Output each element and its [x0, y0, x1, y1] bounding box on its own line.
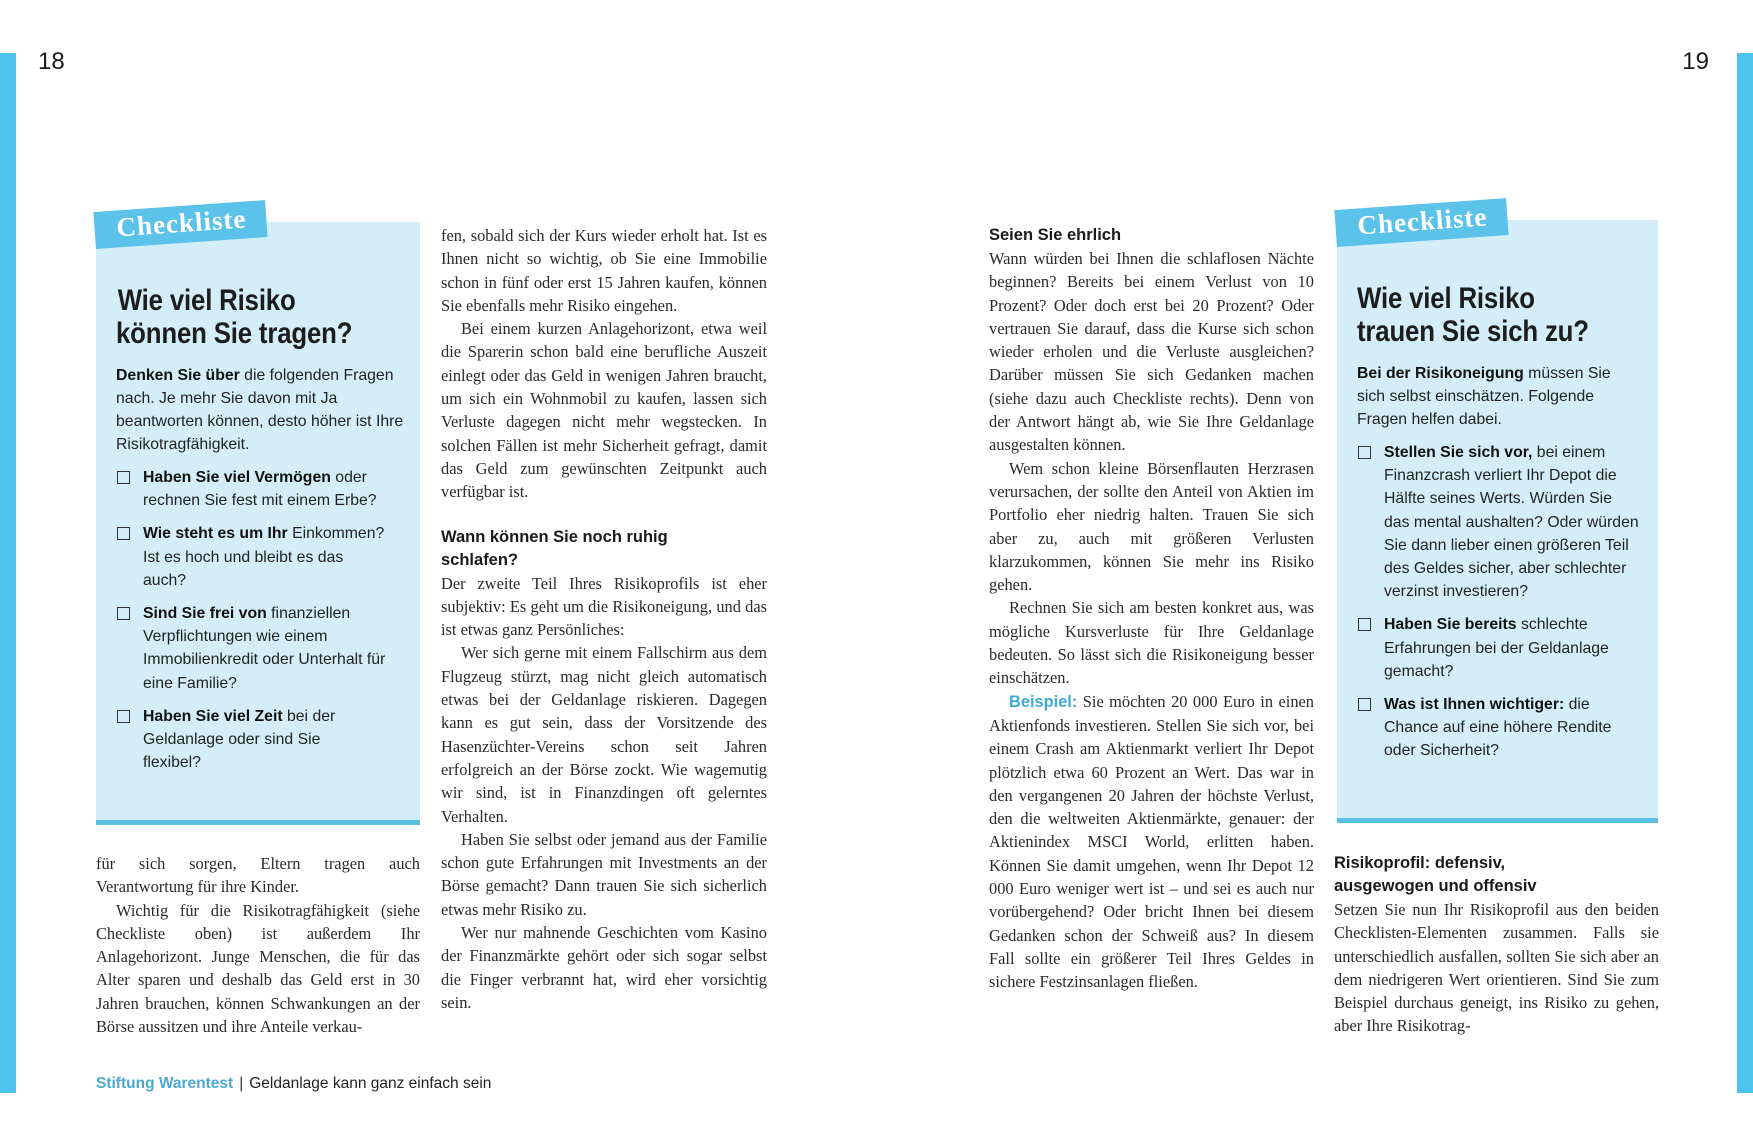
checklist-title-line1: Wie viel Risiko — [1357, 282, 1535, 315]
right-column-1-text — [989, 224, 1314, 994]
checklist-intro-text: müssen Sie sich selbst einschätzen. Folgende Fragen helfen dabei. — [1357, 365, 1611, 428]
checklist-box-right — [1337, 201, 1658, 823]
checklist-title — [116, 284, 374, 350]
checkbox[interactable] — [1358, 698, 1371, 711]
checklist-questions — [1357, 441, 1647, 763]
checklist-box-left — [96, 203, 420, 825]
paragraph: Wichtig für die Risikotragfähigkeit (siehe Checkliste oben) ist außerdem Ihr Anlagehorizont. Junge Menschen, die für das Alter sparen und deshalb das Geld erst in 30 Jahren brauchen, können Schwankungen an der Börse aussitzen und ihre Anteile verkau- — [96, 900, 420, 1037]
paragraph: Bei einem kurzen Anlagehorizont, etwa weil die Sparerin schon bald eine berufliche Auszeit einlegt oder das Geld in wenigen Jahren braucht, um sich ein Wohnmobil zu kaufen, lassen sich Verluste dagegen nicht mehr wegstecken. In solchen Fällen ist mehr Sicherheit gefragt, damit das Geld zum gewünschten Zeitpunkt auch verfügbar ist. — [441, 319, 767, 502]
paragraph: fen, sobald sich der Kurs wieder erholt hat. Ist es Ihnen nicht so wichtig, ob Sie eine Immobilie schon in fünf oder erst 15 Jahren kaufen, können Sie ebenfalls mehr Risiko eingehen. — [441, 226, 767, 315]
paragraph: Haben Sie selbst oder jemand aus der Familie schon gute Erfahrungen mit Investments an der Börse gemacht? Dann trauen Sie sich sicherlich etwas mehr Risiko zu. — [441, 829, 767, 919]
page-number-right: 19 — [1682, 48, 1709, 75]
checklist-label: Checkliste — [1334, 198, 1508, 247]
checklist-intro — [116, 364, 416, 456]
paragraph: Rechnen Sie sich am besten konkret aus, was mögliche Kursverluste für Ihre Geldanlage bedeuten. So lässt sich die Risikoneigung besser einschätzen. — [989, 598, 1314, 688]
checkbox[interactable] — [117, 607, 130, 620]
item-text: finanziellen Verpflichtungen wie einem Immobilienkredit oder Unterhalt für eine Familie? — [143, 605, 386, 692]
paragraph: Setzen Sie nun Ihr Risikoprofil aus den beiden Checklisten-Elementen zusammen. Falls sie unterschiedlich ausfallen, sollten Sie sich aber an dem niedrigeren Wert orientieren. Sind Sie zum Beispiel durchaus geneigt, ins Risiko zu gehen, aber Ihre Risikotrag- — [1334, 900, 1659, 1036]
paragraph: Wem schon kleine Börsenflauten Herzrasen verursachen, der sollte den Anteil von Aktien im Portfolio eher niedrig halten. Trauen Sie sich aber zu, auch mit größeren Verlusten klarzukommen, können Sie mehr ins Risiko gehen. — [989, 458, 1314, 595]
checklist-item[interactable] — [116, 522, 386, 592]
item-bold: Was ist Ihnen wichtiger: — [1384, 696, 1565, 714]
paragraph-example — [989, 690, 1314, 994]
checklist-item[interactable] — [116, 705, 376, 775]
item-bold: Stellen Sie sich vor, — [1384, 444, 1533, 461]
checkbox[interactable] — [117, 527, 130, 540]
item-bold: Sind Sie frei von — [143, 605, 267, 623]
footer-separator: | — [239, 1075, 244, 1092]
left-edge-bar — [0, 53, 16, 1093]
item-bold: Haben Sie viel Vermögen — [143, 469, 331, 486]
section-heading: Wann können Sie noch ruhig schlafen? — [441, 527, 668, 569]
checklist-item[interactable] — [1357, 441, 1639, 603]
item-text: bei einem Finanzcrash verliert Ihr Depot die Hälfte seines Werts. Würden Sie das mental aushalten? Oder würden Sie dann lieber einen größeren Teil des Geldes sicher, aber schlechter verzinst investieren? — [1384, 444, 1639, 601]
checklist-intro-bold: Bei der Risikoneigung — [1357, 365, 1524, 382]
checklist-intro-bold: Denken Sie über — [116, 367, 240, 384]
item-text: die Chance auf eine höhere Rendite oder Sicherheit? — [1384, 696, 1612, 760]
checklist-intro — [1357, 362, 1627, 431]
checklist-questions — [116, 466, 416, 774]
checklist-item[interactable] — [1357, 613, 1639, 683]
section-heading: Seien Sie ehrlich — [989, 226, 1122, 244]
right-edge-bar — [1737, 53, 1753, 1093]
left-column-2-text — [441, 224, 767, 1014]
checklist-title — [1357, 282, 1606, 348]
item-bold: Haben Sie viel Zeit — [143, 707, 283, 725]
checklist-item[interactable] — [1357, 693, 1639, 763]
checklist-title-line1: Wie viel Risiko — [117, 284, 296, 317]
item-text: bei der Geldanlage oder sind Sie flexibel? — [143, 707, 336, 772]
item-text: Einkommen? Ist es hoch und bleibt es das auch? — [143, 525, 385, 589]
right-column-2-text — [1334, 852, 1659, 1038]
checklist-title-line2: können Sie tragen? — [116, 317, 353, 350]
example-label: Beispiel: — [1009, 692, 1078, 711]
checklist-item[interactable] — [116, 466, 400, 512]
page-number-left: 18 — [38, 48, 65, 75]
left-column-1-text — [96, 852, 420, 1038]
page-footer — [96, 1075, 491, 1093]
checkbox[interactable] — [117, 471, 130, 484]
paragraph: für sich sorgen, Eltern tragen auch Verantwortung für ihre Kinder. — [96, 854, 420, 897]
example-text: Sie möchten 20 000 Euro in einen Aktienfonds investieren. Stellen Sie sich vor, bei einem Crash am Aktienmarkt verliert Ihr Depot plötzlich etwa 60 Prozent an Wert. Das war in den vergangenen 20 Jahren der höchste Verlust, den die weltweiten Aktienmärkte, genauer: der Aktienindex MSCI World, erlitten haben. Können Sie damit umgehen, wenn Ihr Depot 12 000 Euro weniger wert ist – und sei es auch nur vorübergehend? Oder bricht Ihnen bei diesem Gedanken schon der Schweiß aus? In diesem Fall sollte ein größerer Teil Ihres Geldes in sichere Festzinsanlagen fließen. — [989, 691, 1314, 992]
paragraph: Wann würden bei Ihnen die schlaflosen Nächte beginnen? Bereits bei einem Verlust von 10 Prozent? Oder doch erst bei 20 Prozent? Oder vertrauen Sie darauf, dass die Kurse sich schon wieder erholen und die Verluste ausgleichen? Darüber müssen Sie sich Gedanken machen (siehe dazu auch Checkliste rechts). Denn von der Antwort hängt ab, wie Sie Ihre Geldanlage ausgestalten können. — [989, 249, 1314, 455]
item-text: oder rechnen Sie fest mit einem Erbe? — [143, 469, 377, 510]
paragraph: Der zweite Teil Ihres Risikoprofils ist eher subjektiv: Es geht um die Risikoneigung, und das ist etwas ganz Persönliches: — [441, 573, 767, 640]
paragraph: Wer sich gerne mit einem Fallschirm aus dem Flugzeug stürzt, mag nicht gleich automatisch etwas bei der Geldanlage riskieren. Dagegen kann es gut sein, dass der Vorsitzende des Hasenzüchter-Vereins schon seit Jahren erfolgreich an der Börse zockt. Wie wagemutig wir sind, ist in Finanzdingen oft gelerntes Verhalten. — [441, 643, 767, 826]
footer-book-title: Geldanlage kann ganz einfach sein — [249, 1075, 492, 1092]
checkbox[interactable] — [1358, 446, 1371, 459]
checklist-intro-text: die folgenden Fragen nach. Je mehr Sie davon mit Ja beantworten können, desto höher ist Ihre Risikotragfähigkeit. — [116, 367, 404, 453]
item-text: schlechte Erfahrungen bei der Geldanlage gemacht? — [1384, 616, 1609, 680]
section-heading: Risikoprofil: defensiv, ausgewogen und offensiv — [1334, 854, 1537, 895]
footer-brand: Stiftung Warentest — [96, 1075, 234, 1092]
checklist-item[interactable] — [116, 602, 386, 695]
checklist-label: Checkliste — [93, 200, 267, 249]
checklist-title-line2: trauen Sie sich zu? — [1357, 315, 1589, 348]
checkbox[interactable] — [1358, 618, 1371, 631]
item-bold: Haben Sie bereits — [1384, 616, 1517, 634]
checkbox[interactable] — [117, 710, 130, 723]
item-bold: Wie steht es um Ihr — [143, 525, 288, 543]
paragraph: Wer nur mahnende Geschichten vom Kasino der Finanzmärkte gehört oder sich sogar selbst die Finger verbrannt hat, wird eher vorsichtig sein. — [441, 923, 767, 1012]
